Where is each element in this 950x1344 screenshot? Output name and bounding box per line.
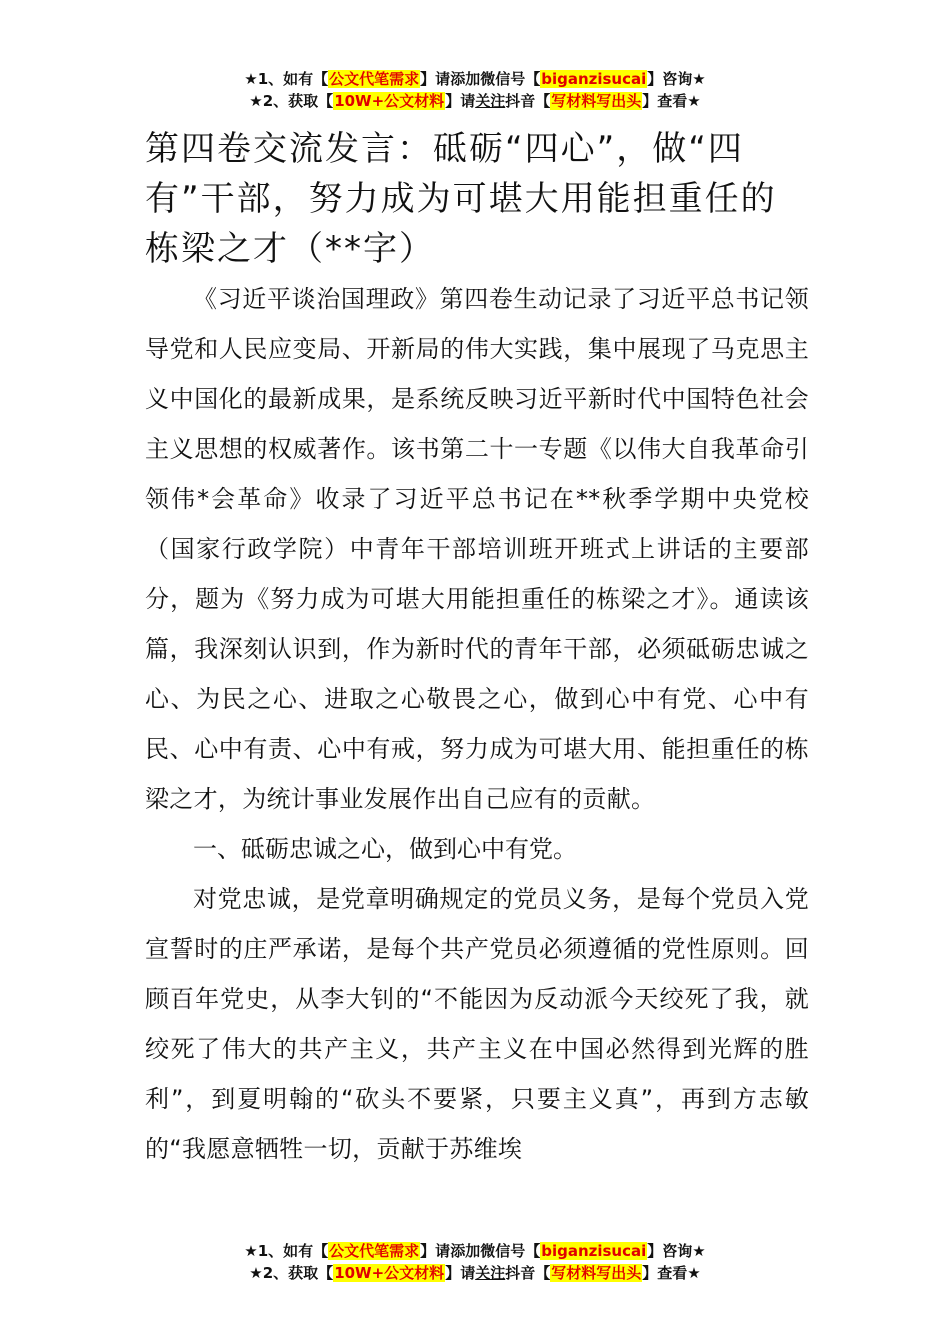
section-paragraph: 对党忠诚，是党章明确规定的党员义务，是每个党员入党宣誓时的庄严承诺，是每个共产党员必须遵循的党性原则。回顾百年党史，从李大钊的“不能因为反动派今天绞死了我，就绞死了伟大的共产主义，共产主义在中国必然得到光辉的胜利”，到夏明翰的“砍头不要紧，只要主义真”，再到方志敏的“我愿意牺牲一切，贡献于苏维埃 xyxy=(145,885,809,1163)
document-body xyxy=(145,124,809,1174)
banner-line-2 xyxy=(0,1262,950,1284)
banner-text: 添加 xyxy=(450,70,481,88)
banner-text: 抖音【 xyxy=(505,1264,551,1282)
banner-text: 】请 xyxy=(420,1242,451,1260)
header-banner xyxy=(0,68,950,112)
banner-highlight: 10W+公文材料 xyxy=(334,1264,445,1282)
banner-highlight: 公文代笔需求 xyxy=(329,70,420,88)
footer-banner xyxy=(0,1240,950,1284)
banner-line-1 xyxy=(0,1240,950,1262)
banner-text: 微信号【 xyxy=(480,1242,541,1260)
banner-highlight: 写材料写出头 xyxy=(551,1264,642,1282)
banner-highlight: 写材料写出头 xyxy=(551,92,642,110)
banner-text: 抖音【 xyxy=(505,92,551,110)
banner-highlight: biganzisucai xyxy=(541,70,647,88)
banner-text: ★2、获取【 xyxy=(249,1264,334,1282)
banner-line-1 xyxy=(0,68,950,90)
banner-text: 】查看★ xyxy=(642,1264,701,1282)
banner-text: 关注 xyxy=(475,92,506,110)
banner-text: 】查看★ xyxy=(642,92,701,110)
banner-text: 】请 xyxy=(420,70,451,88)
document-title: 第四卷交流发言：砥砺“四心”，做“四有”干部，努力成为可堪大用能担重任的栋梁之才（**字） xyxy=(145,129,777,269)
banner-text: 】咨询★ xyxy=(647,1242,706,1260)
banner-text: 微信号【 xyxy=(480,70,541,88)
banner-text: ★1、如有【 xyxy=(244,70,329,88)
banner-highlight: 公文代笔需求 xyxy=(329,1242,420,1260)
banner-highlight: biganzisucai xyxy=(541,1242,647,1260)
banner-text: ★1、如有【 xyxy=(244,1242,329,1260)
banner-text: 】请 xyxy=(445,1264,476,1282)
banner-text: 关注 xyxy=(475,1264,506,1282)
section-heading: 一、砥砺忠诚之心，做到心中有党。 xyxy=(193,835,577,863)
banner-text: ★2、获取【 xyxy=(249,92,334,110)
intro-paragraph: 《习近平谈治国理政》第四卷生动记录了习近平总书记领导党和人民应变局、开新局的伟大实践，集中展现了马克思主义中国化的最新成果，是系统反映习近平新时代中国特色社会主义思想的权威著作。该书第二十一专题《以伟大自我革命引领伟*会革命》收录了习近平总书记在**秋季学期中央党校（国家行政学院）中青年干部培训班开班式上讲话的主要部分，题为《努力成为可堪大用能担重任的栋梁之才》。通读该篇，我深刻认识到，作为新时代的青年干部，必须砥砺忠诚之心、为民之心、进取之心敬畏之心，做到心中有党、心中有民、心中有责、心中有戒，努力成为可堪大用、能担重任的栋梁之才，为统计事业发展作出自己应有的贡献。 xyxy=(145,285,809,813)
banner-line-2 xyxy=(0,90,950,112)
banner-highlight: 10W+公文材料 xyxy=(334,92,445,110)
banner-text: 】咨询★ xyxy=(647,70,706,88)
banner-text: 】请 xyxy=(445,92,476,110)
banner-text: 添加 xyxy=(450,1242,481,1260)
